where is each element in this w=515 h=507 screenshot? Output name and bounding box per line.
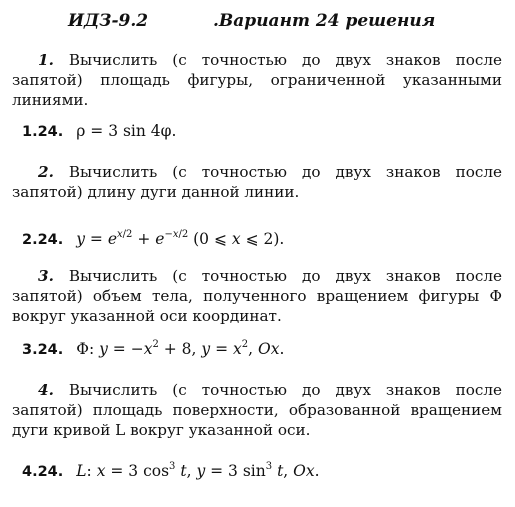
formula-expression: ρ = 3 sin 4φ.: [76, 122, 177, 140]
task-text: Вычислить (с точностью до двух знаков после запятой) площадь поверхности, образованной вращением дуги кривой L вокруг указанной оси.: [12, 381, 503, 439]
task-text: Вычислить (с точностью до двух знаков после запятой) длину дуги данной линии.: [12, 163, 503, 201]
formula-label: 1.24.: [22, 124, 64, 140]
task-text: Вычислить (с точностью до двух знаков после запятой) площадь фигуры, ограниченной указанными линиями.: [12, 51, 503, 109]
formula-label: 3.24.: [22, 342, 64, 358]
page-header: [0, 8, 515, 34]
task-1-formula: [22, 122, 176, 140]
task-number: 3.: [38, 267, 54, 285]
task-3-statement: [12, 266, 502, 326]
assignment-code: ИДЗ-9.2: [68, 11, 149, 31]
task-3-formula: [22, 340, 284, 358]
formula-expression: L: x = 3 $\cos^3 t$, y = 3 $\sin^3 t$, Ox.: [76, 461, 320, 480]
task-1-statement: [12, 50, 502, 110]
task-4-statement: [12, 380, 502, 440]
task-number: 4.: [38, 381, 54, 399]
formula-label: 4.24.: [22, 464, 64, 480]
task-number: 2.: [38, 163, 54, 181]
formula-label: 2.24.: [22, 232, 64, 248]
task-number: 1.: [38, 51, 54, 69]
variant-title: .Вариант 24 решения: [213, 11, 436, 31]
formula-expression: Φ: $y = -x^2 + 8$, $y = x^2$, Ox.: [76, 339, 285, 358]
formula-expression: $y = e^{x/2} + e^{-x/2}$ (0 ⩽ x ⩽ 2).: [76, 229, 285, 248]
task-2-formula: [22, 230, 284, 248]
task-4-formula: [22, 462, 320, 480]
task-text: Вычислить (с точностью до двух знаков после запятой) объем тела, полученного вращением фигуры Φ вокруг указанной оси координат.: [12, 267, 503, 325]
task-2-statement: [12, 162, 502, 202]
